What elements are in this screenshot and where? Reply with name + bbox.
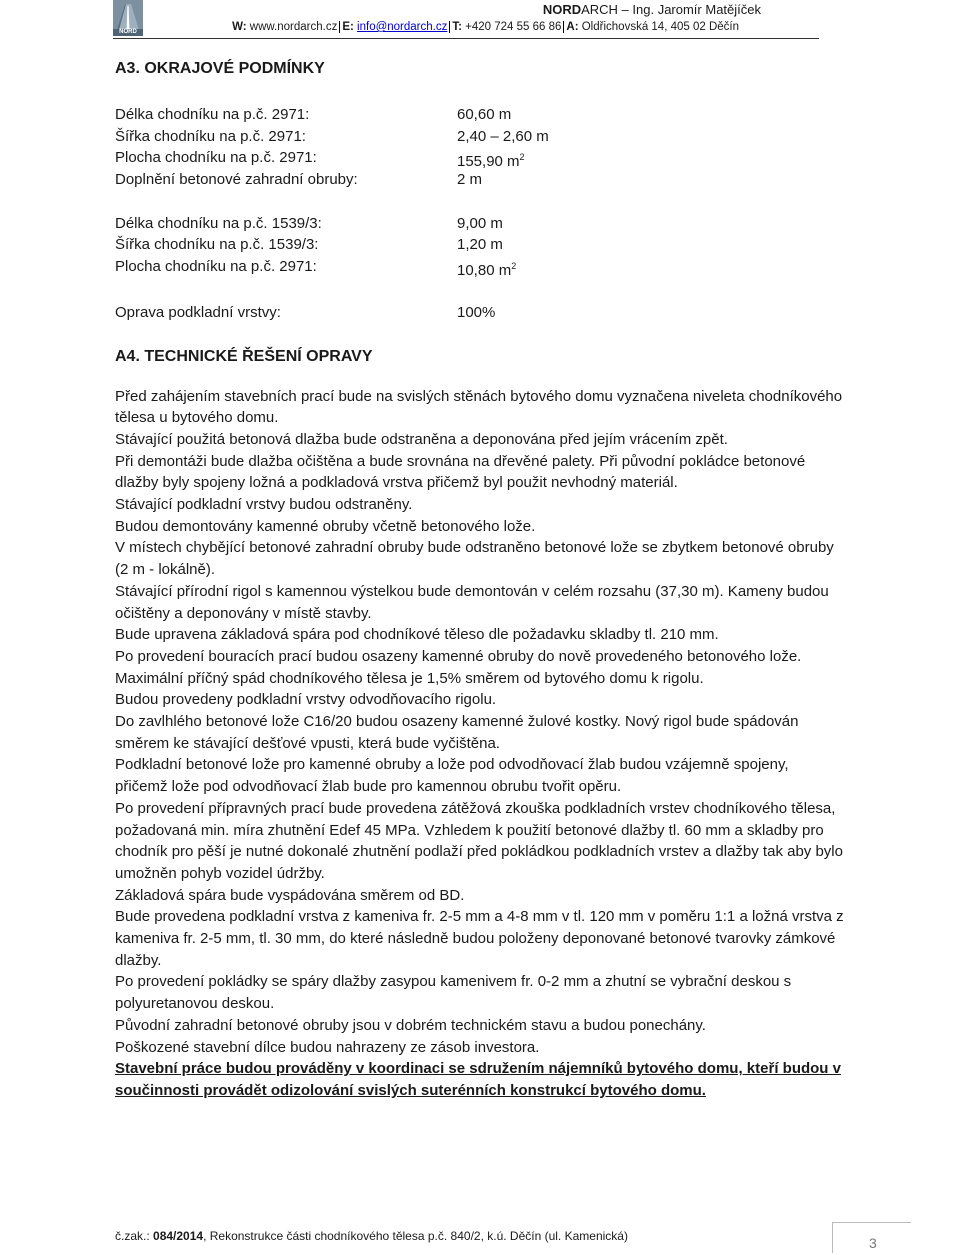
parameter-group [115,213,845,278]
paragraph: Po provedení pokládky se spáry dlažby zasypou kamenivem fr. 0-2 mm a zhutní se vybrační deskou s polyuretanovou deskou. [115,973,792,1013]
paragraph: Podkladní betonové lože pro kamenné obruby a lože pod odvodňovací žlab budou vzájemně spojeny, přičemž lože pod odvodňovací žlab bude pro kamennou obrubu tvořit opěru. [115,756,789,796]
parameter-value [457,126,549,148]
paragraph: Bude provedena podkladní vrstva z kameniva fr. 2-5 mm a 4-8 mm v tl. 120 mm v poměru 1:1 a ložná vrstva z kameniva fr. 2-5 mm, tl. 30 mm, do které následně budou položeny deponované betonové tvarovky zámkové dlažby. [115,908,844,969]
section-a3-title: A3. OKRAJOVÉ PODMÍNKY [115,60,325,77]
document-body [115,58,845,1102]
email-label: E: [342,21,354,33]
parameter-label: Šířka chodníku na p.č. 2971: [115,127,306,145]
boundary-conditions-table [115,104,845,324]
parameter-label: Délka chodníku na p.č. 1539/3: [115,214,322,232]
paragraph: Do zavlhlého betonové lože C16/20 budou osazeny kamenné žulové kostky. Nový rigol bude spádován směrem ke stávající dešťové vpusti, která bude vyčištěna. [115,713,799,752]
address-label: A: [566,21,579,33]
paragraph: Bude upravena základová spára pod chodníkové těleso dle požadavku skladby tl. 210 mm. [115,626,719,644]
separator [449,21,450,33]
parameter-label: Oprava podkladní vrstvy: [115,303,281,321]
page-number-box [832,1222,911,1253]
company-name [543,2,761,17]
parameter-value-text: 9,00 m [457,214,503,232]
separator [339,21,340,33]
parameter-value-text: 60,60 m [457,106,512,123]
parameter-value [457,147,525,169]
parameter-row [115,126,845,148]
paragraph: Stávající podkladní vrstvy budou odstraněny. [115,496,413,514]
page-number: 3 [869,1235,877,1251]
parameter-value-text: 10,80 m [457,262,512,280]
parameter-value [457,104,511,126]
spacer [115,278,845,302]
parameter-value-text: 2,40 – 2,60 m [457,127,549,145]
parameter-value-text: 100% [457,303,496,321]
parameter-value [457,302,495,324]
parameter-value [457,213,503,235]
parameter-label: Plocha chodníku na p.č. 2971: [115,258,317,276]
phone-label: T: [452,21,462,33]
paragraph: Po provedení přípravných prací bude provedena zátěžová zkouška podkladních vrstev chodníkového tělesa, požadovaná min. míra zhutnění Edef 45 MPa. Vzhledem k použití betonové dlažby tl. 60 mm a skladby pro chodník pro pěší je nutné dokonalé zhutnění podlaží před pokládkou podkladních vrstev a dlažby tak aby bylo umožněn pohyb vozidel údržby. [115,799,843,882]
parameter-label: Šířka chodníku na p.č. 1539/3: [115,236,319,254]
email-link[interactable]: info@nordarch.cz [357,21,448,33]
page-header [113,0,819,39]
unit-superscript: 2 [511,261,517,272]
address-value: Oldřichovská 14, 405 02 Děčín [578,21,739,33]
contact-line [232,20,739,34]
parameter-row [115,213,845,235]
section-a4-title: A4. TECHNICKÉ ŘEŠENÍ OPRAVY [115,347,373,365]
parameter-label: Plocha chodníku na p.č. 2971: [115,149,317,167]
order-number: 084/2014 [153,1229,204,1243]
parameter-group [115,302,845,324]
paragraph: Stávající použitá betonová dlažba bude odstraněna a deponována před jejím vrácením zpět. [115,430,728,448]
road-logo-icon [113,0,143,30]
page-footer [115,1229,628,1243]
parameter-row [115,169,845,191]
separator [563,21,564,33]
parameter-row [115,104,845,126]
paragraph: Budou demontovány kamenné obruby včetně betonového lože. [115,517,536,535]
parameter-row [115,234,845,256]
parameter-group [115,104,845,191]
paragraph: Před zahájením stavebních prací bude na svislých stěnách bytového domu vyznačena niveleta chodníkového tělesa u bytového domu. [115,387,843,427]
paragraph: Budou provedeny podkladní vrstvy odvodňovacího rigolu. [115,691,497,709]
logo-text: NORD [113,29,143,36]
parameter-row [115,256,845,278]
unit-superscript: 2 [519,152,525,163]
parameter-label: Délka chodníku na p.č. 2971: [115,106,310,123]
parameter-value-text: 2 m [457,171,483,189]
paragraph: Stávající přírodní rigol s kamennou výstelkou bude demontován v celém rozsahu (37,30 m). Kameny budou očištěny a deponovány v místě stavby. [115,582,829,622]
web-value[interactable]: www.nordarch.cz [246,21,338,33]
phone-value: +420 724 55 66 86 [461,21,562,33]
spacer [115,191,845,213]
web-label: W: [232,21,247,33]
footer-description: , Rekonstrukce části chodníkového tělesa p.č. 840/2, k.ú. Děčín (ul. Kamenická) [203,1229,628,1243]
final-note: Stavební práce budou prováděny v koordinaci se sdružením nájemníků bytového domu, kteří budou v součinnosti provádět odizolování svislých suterénních konstrukcí bytového domu. [115,1060,841,1099]
parameter-row [115,302,845,324]
parameter-value-text: 1,20 m [457,236,503,254]
parameter-row [115,147,845,169]
technical-solution-text [115,386,845,1059]
parameter-value-text: 155,90 m [457,153,520,171]
parameter-label: Doplnění betonové zahradní obruby: [115,171,358,189]
paragraph: Základová spára bude vyspádována směrem od BD. [115,886,465,904]
company-name-bold: NORD [542,2,582,17]
paragraph: Po provedení bouracích prací budou osazeny kamenné obruby do nově provedeného betonového lože. Maximální příčný spád chodníkového tělesa je 1,5% směrem od bytového domu k rigolu. [115,647,802,687]
company-logo [113,0,143,36]
paragraph: V místech chybějící betonové zahradní obruby bude odstraněno betonové lože se zbytkem betonové obruby (2 m - lokálně). [115,539,834,579]
company-name-rest: ARCH – Ing. Jaromír Matějíček [581,2,761,17]
parameter-value [457,234,503,256]
parameter-value [457,256,516,278]
paragraph: Původní zahradní betonové obruby jsou v dobrém technickém stavu a budou ponechány. [115,1016,706,1034]
paragraph: Při demontáži bude dlažba očištěna a bude srovnána na dřevěné palety. Při původní pokládce betonové dlažby byly spojeny ložná a podkladová vrstva přičemž byl použit nevhodný materiál. [115,452,806,492]
parameter-value [457,169,482,191]
footer-prefix: č.zak.: [115,1229,154,1243]
paragraph: Poškozené stavební dílce budou nahrazeny ze zásob investora. [115,1038,540,1056]
